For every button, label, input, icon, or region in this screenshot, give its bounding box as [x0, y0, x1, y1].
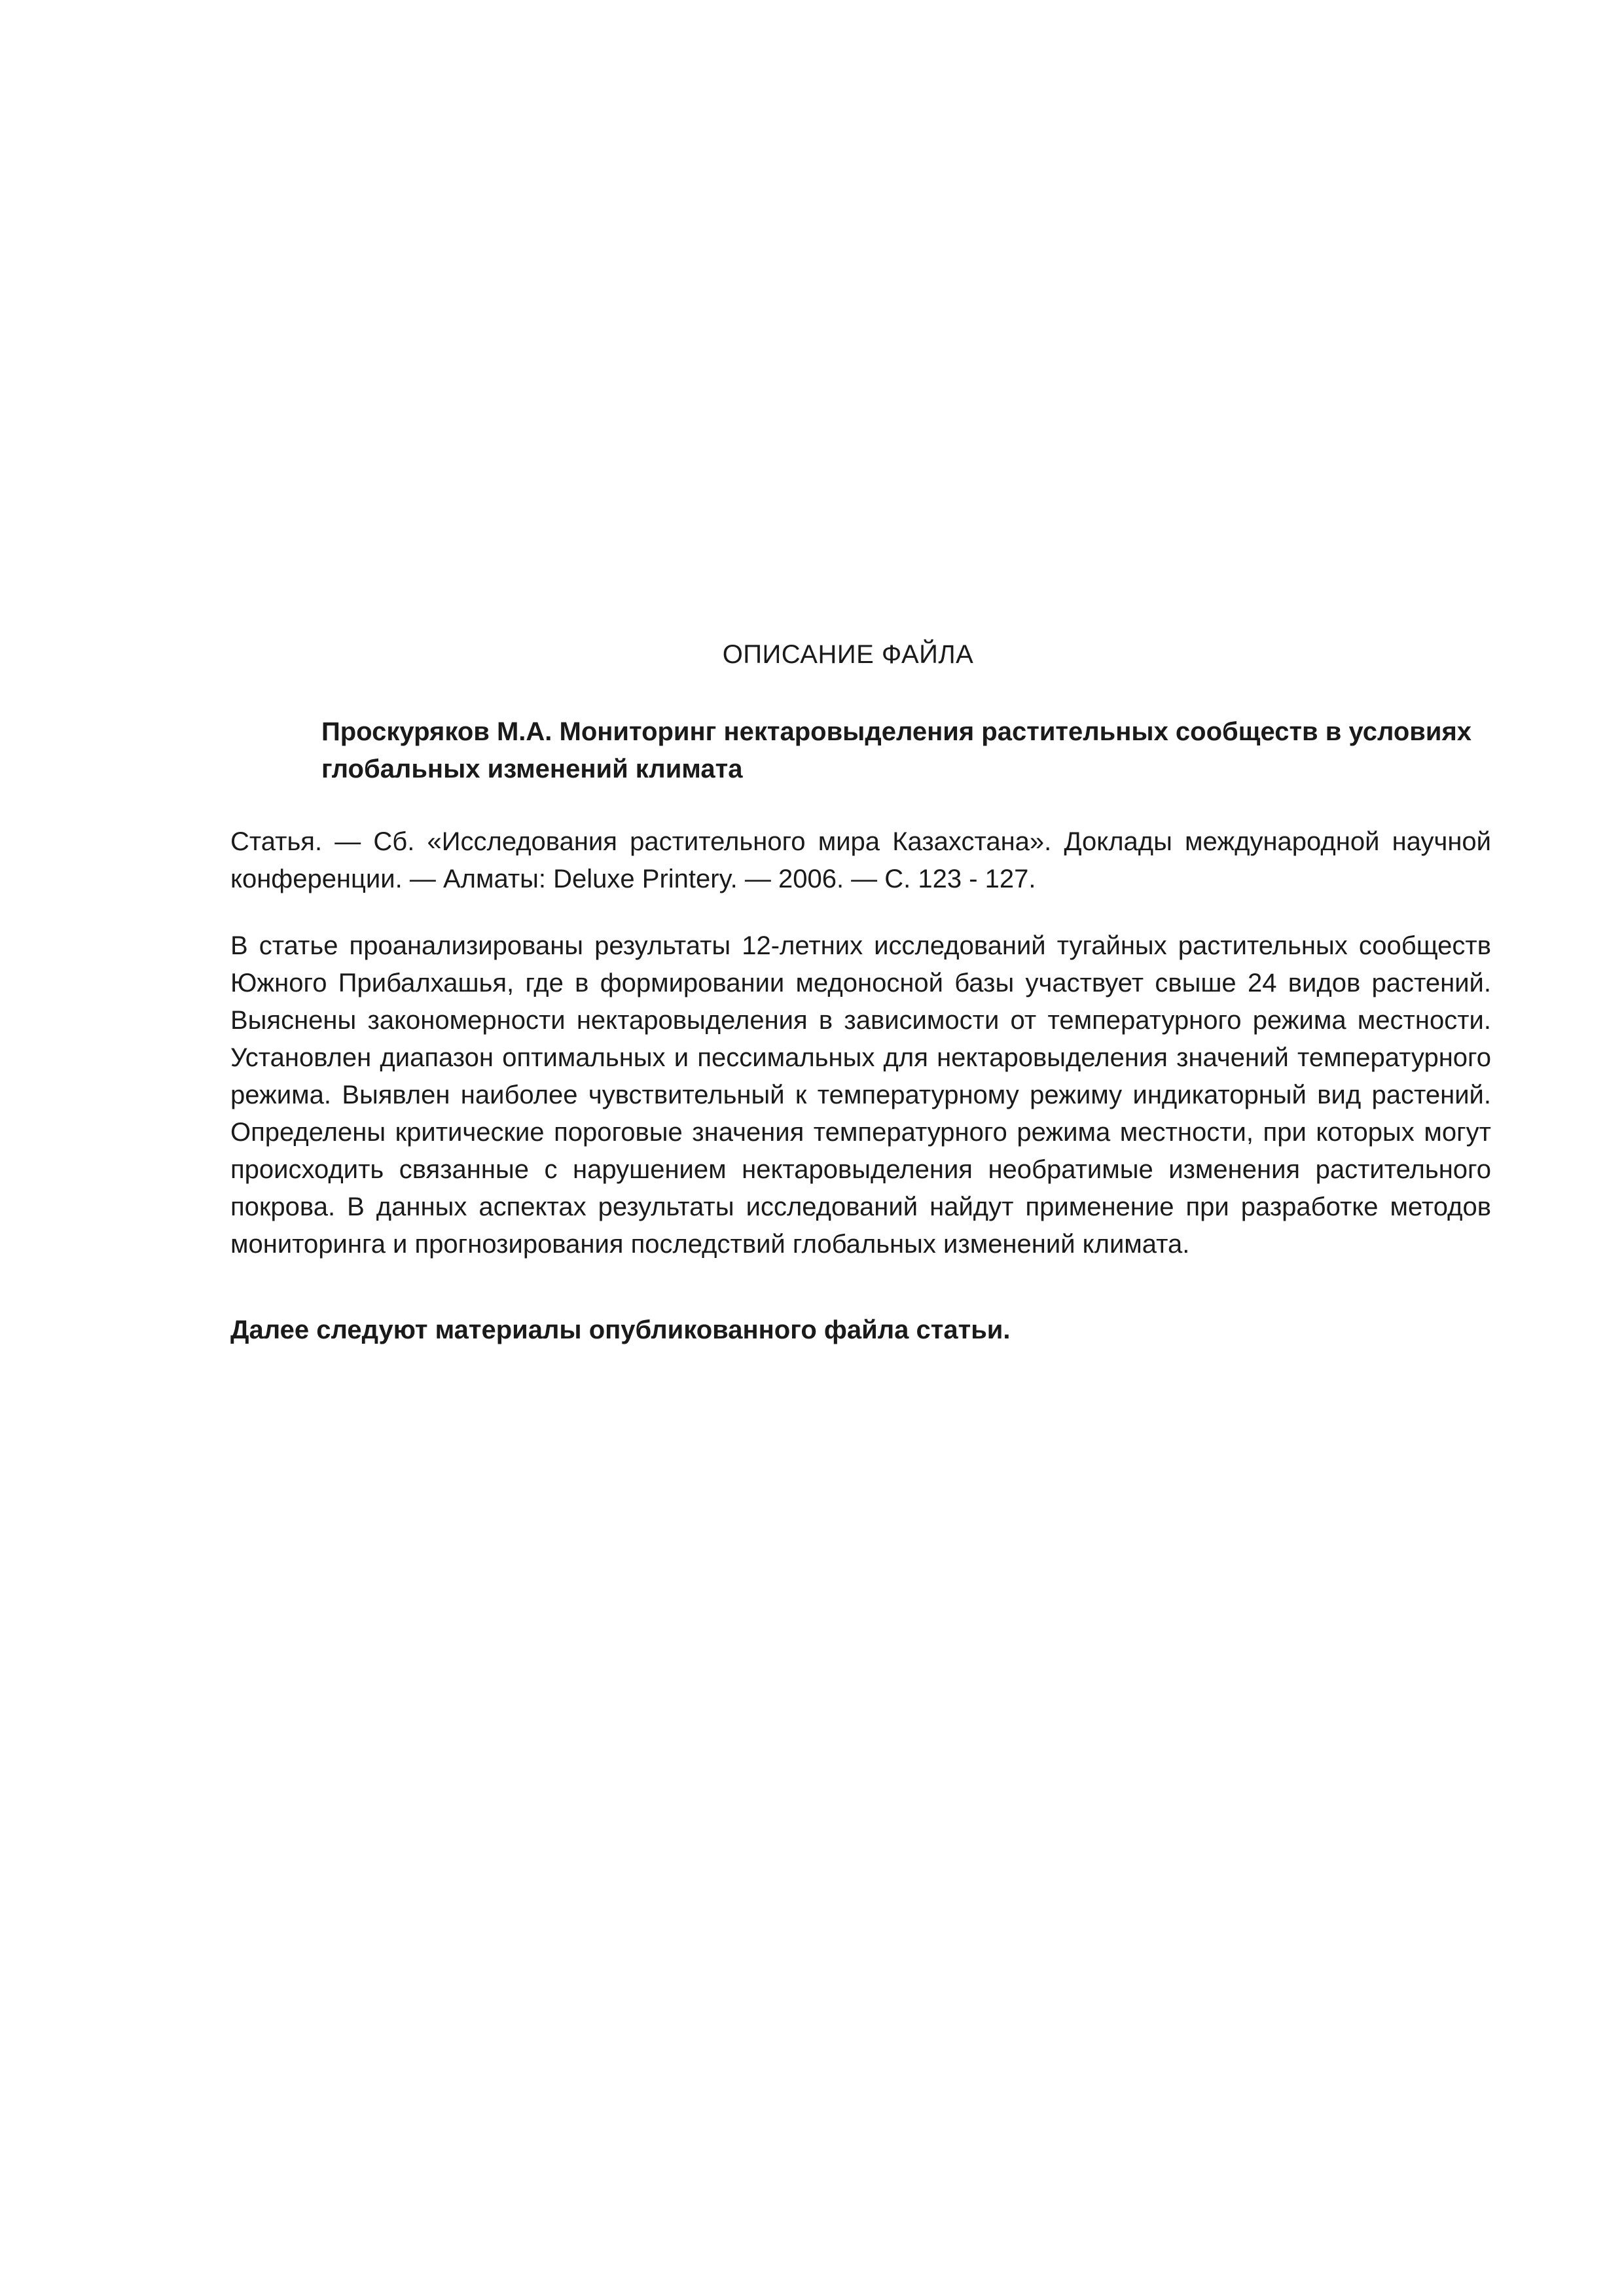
citation-paragraph: Статья. — Сб. «Исследования растительного мира Казахстана». Доклады международной научной конференции. — Алматы: Deluxe Printery. — 2006. — С. 123 - 127. [230, 827, 1491, 893]
abstract-paragraph: В статье проанализированы результаты 12-летних исследований тугайных растительных сообществ Южного Прибалхашья, где в формировании медоносной базы участвует свыше 24 видов растений. Выяснены закономерности нектаровыделения в зависимости от температурного режима местности. Установлен диапазон оптимальных и пессимальных для нектаровыделения значений температурного режима. Выявлен наиболее чувствительный к температурному режиму индикаторный вид растений. Определены критические пороговые значения температурного режима местности, при которых могут происходить связанные с нарушением нектаровыделения необратимые изменения растительного покрова. В данных аспектах результаты исследований найдут применение при разработке методов мониторинга и прогнозирования последствий глобальных изменений климата. [230, 931, 1491, 1259]
article-title: Проскуряков М.А. Мониторинг нектаровыделения растительных сообществ в условиях глобальных изменений климата [321, 717, 1472, 783]
document-heading: ОПИСАНИЕ ФАЙЛА [722, 640, 974, 669]
footer-note: Далее следуют материалы опубликованного файла статьи. [230, 1316, 1011, 1344]
